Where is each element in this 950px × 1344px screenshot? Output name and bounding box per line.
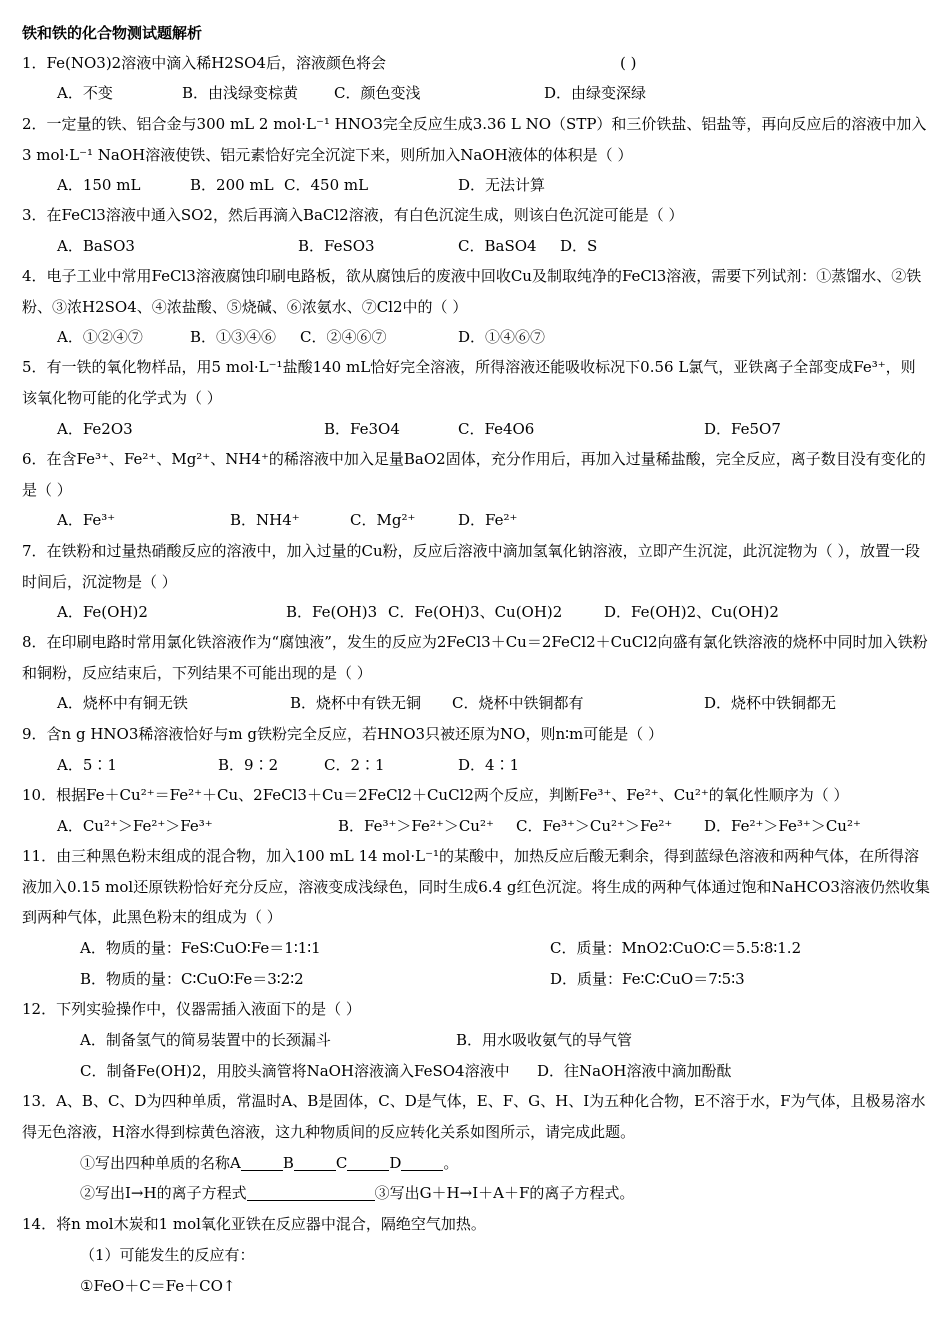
question-8-options [0, 688, 950, 718]
option-b[interactable]: B．200 mL [190, 176, 274, 194]
question-10-options [0, 811, 950, 841]
option-b[interactable]: B．烧杯中有铁无铜 [290, 694, 422, 712]
option-c[interactable]: C．Fe(OH)3、Cu(OH)2 [388, 603, 563, 621]
question-4-stem: 4．电子工业中常用FeCl3溶液腐蚀印刷电路板，欲从腐蚀后的废液中回收Cu及制取纯净的FeCl3溶液，需要下列试剂：①蒸馏水、②铁粉、③浓H2SO4、④浓盐酸、⑤烧碱、⑥浓氨水、⑦Cl2中的（ ） [22, 267, 922, 316]
question-7-stem: 7．在铁粉和过量热硝酸反应的溶液中，加入过量的Cu粉，反应后溶液中滴加氢氧化钠溶液，立即产生沉淀，此沉淀物为（ ），放置一段时间后，沉淀物是（ ） [22, 542, 920, 591]
option-a[interactable]: A．Cu²⁺＞Fe²⁺＞Fe³⁺ [57, 817, 213, 835]
question-1-options [0, 78, 950, 108]
option-b[interactable]: B．Fe³⁺＞Fe²⁺＞Cu²⁺ [338, 817, 494, 835]
option-d[interactable]: D．①④⑥⑦ [458, 328, 546, 346]
option-c[interactable]: C．颜色变浅 [334, 84, 421, 102]
option-a[interactable]: A．150 mL [57, 176, 141, 194]
sub2-prompt: ②写出I→H的离子方程式 [80, 1184, 247, 1202]
answer-blank-equation[interactable] [247, 1185, 375, 1201]
option-c[interactable]: C．制备Fe(OH)2，用胶头滴管将NaOH溶液滴入FeSO4溶液中 [80, 1062, 510, 1080]
label-d: D [389, 1154, 402, 1172]
question-14-sub2: ①FeO＋C＝Fe＋CO↑ [80, 1277, 236, 1295]
option-c[interactable]: C．②④⑥⑦ [300, 328, 387, 346]
option-a[interactable]: A．烧杯中有铜无铁 [57, 694, 188, 712]
option-b[interactable]: B．Fe(OH)3 [286, 603, 378, 621]
answer-blank-d[interactable] [401, 1155, 443, 1171]
option-c[interactable]: C．Mg²⁺ [350, 511, 416, 529]
label-b: B [282, 1154, 294, 1172]
question-14-stem: 14．将n mol木炭和1 mol氧化亚铁在反应器中混合，隔绝空气加热。 [22, 1215, 486, 1233]
sub3-prompt: ③写出G＋H→I＋A＋F的离子方程式。 [374, 1184, 635, 1202]
question-5-options [0, 414, 950, 444]
label-c: C [335, 1154, 348, 1172]
question-1-stem: 1．Fe(NO3)2溶液中滴入稀H2SO4后，溶液颜色将会 [22, 54, 386, 72]
option-a[interactable]: A．Fe(OH)2 [57, 603, 148, 621]
option-a[interactable]: A．BaSO3 [57, 237, 135, 255]
option-a[interactable]: A．①②④⑦ [57, 328, 143, 346]
answer-blank-c[interactable] [347, 1155, 389, 1171]
option-d[interactable]: D．4∶1 [458, 756, 520, 774]
question-10-stem: 10．根据Fe＋Cu²⁺＝Fe²⁺＋Cu、2FeCl3＋Cu＝2FeCl2＋CuCl2两个反应，判断Fe³⁺、Fe²⁺、Cu²⁺的氧化性顺序为（ ） [22, 786, 849, 804]
question-12-options-row2 [0, 1056, 950, 1086]
option-a[interactable]: A．不变 [57, 84, 113, 102]
question-13-sub1 [80, 1148, 458, 1178]
option-d[interactable]: D．Fe(OH)2、Cu(OH)2 [604, 603, 779, 621]
question-11-options-row1 [0, 933, 950, 963]
option-a[interactable]: A．物质的量：FeS∶CuO∶Fe＝1∶1∶1 [80, 939, 321, 957]
option-d[interactable]: D．由绿变深绿 [544, 84, 647, 102]
option-d[interactable]: D．往NaOH溶液中滴加酚酞 [537, 1062, 732, 1080]
question-4-options [0, 322, 950, 352]
question-7-options [0, 597, 950, 627]
answer-blank-a[interactable] [241, 1155, 283, 1171]
answer-blank-b[interactable] [294, 1155, 336, 1171]
page-title: 铁和铁的化合物测试题解析 [22, 24, 203, 42]
option-c[interactable]: C．烧杯中铁铜都有 [452, 694, 584, 712]
question-3-options [0, 231, 950, 261]
option-c[interactable]: C．2∶1 [324, 756, 385, 774]
question-9-stem: 9．含n g HNO3稀溶液恰好与m g铁粉完全反应，若HNO3只被还原为NO，则n∶m可能是（ ） [22, 725, 664, 743]
question-12-options-row1 [0, 1025, 950, 1055]
question-14-sub1: （1）可能发生的反应有： [80, 1246, 255, 1264]
question-13-sub2 [80, 1178, 634, 1208]
option-b[interactable]: B．NH4⁺ [230, 511, 300, 529]
question-1-answer-bracket: ( ) [620, 54, 637, 72]
question-5-stem: 5．有一铁的氧化物样品，用5 mol·L⁻¹盐酸140 mL恰好完全溶液，所得溶液还能吸收标况下0.56 L氯气，亚铁离子全部变成Fe³⁺，则该氧化物可能的化学式为（ ） [22, 358, 916, 407]
question-6-stem: 6．在含Fe³⁺、Fe²⁺、Mg²⁺、NH4⁺的稀溶液中加入足量BaO2固体，充分作用后，再加入过量稀盐酸，完全反应，离子数目没有变化的是（ ） [22, 450, 926, 499]
option-d[interactable]: D．Fe²⁺＞Fe³⁺＞Cu²⁺ [704, 817, 861, 835]
question-6-options [0, 505, 950, 535]
option-d[interactable]: D．烧杯中铁铜都无 [704, 694, 837, 712]
option-d[interactable]: D．S [560, 237, 598, 255]
option-b[interactable]: B．由浅绿变棕黄 [182, 84, 299, 102]
option-c[interactable]: C．Fe4O6 [458, 420, 535, 438]
question-2-options [0, 170, 950, 200]
option-a[interactable]: A．制备氢气的简易装置中的长颈漏斗 [80, 1031, 331, 1049]
question-12-stem: 12．下列实验操作中，仪器需插入液面下的是（ ） [22, 1000, 361, 1018]
option-c[interactable]: C．BaSO4 [458, 237, 537, 255]
option-b[interactable]: B．物质的量：C∶CuO∶Fe＝3∶2∶2 [80, 970, 304, 988]
option-d[interactable]: D．无法计算 [458, 176, 546, 194]
question-3-stem: 3．在FeCl3溶液中通入SO2，然后再滴入BaCl2溶液，有白色沉淀生成，则该白色沉淀可能是（ ） [22, 206, 684, 224]
option-a[interactable]: A．5∶1 [57, 756, 117, 774]
sub1-end: 。 [443, 1154, 459, 1172]
question-9-options [0, 750, 950, 780]
sub1-prompt: ①写出四种单质的名称A [80, 1154, 241, 1172]
option-a[interactable]: A．Fe³⁺ [57, 511, 116, 529]
option-b[interactable]: B．9∶2 [218, 756, 279, 774]
option-d[interactable]: D．质量：Fe∶C∶CuO＝7∶5∶3 [550, 970, 745, 988]
option-b[interactable]: B．Fe3O4 [324, 420, 400, 438]
option-d[interactable]: D．Fe5O7 [704, 420, 781, 438]
option-c[interactable]: C．450 mL [284, 176, 369, 194]
option-b[interactable]: B．①③④⑥ [190, 328, 277, 346]
option-c[interactable]: C．质量：MnO2∶CuO∶C＝5.5∶8∶1.2 [550, 939, 802, 957]
question-11-stem: 11．由三种黑色粉末组成的混合物，加入100 mL 14 mol·L⁻¹的某酸中，加热反应后酸无剩余，得到蓝绿色溶液和两种气体，在所得溶液加入0.15 mol还原铁粉恰好充分反应，溶液变成浅绿色，同时生成6.4 g红色沉淀。将生成的两种气体通过饱和NaHCO3溶液仍然收集到两种气体，此黑色粉末的组成为（ ） [22, 847, 930, 926]
option-b[interactable]: B．FeSO3 [298, 237, 375, 255]
question-11-options-row2 [0, 964, 950, 994]
question-8-stem: 8．在印刷电路时常用氯化铁溶液作为“腐蚀液”，发生的反应为2FeCl3＋Cu＝2FeCl2＋CuCl2向盛有氯化铁溶液的烧杯中同时加入铁粉和铜粉，反应结束后，下列结果不可能出现的是（ ） [22, 633, 928, 682]
question-13-stem: 13．A、B、C、D为四种单质，常温时A、B是固体，C、D是气体，E、F、G、H、I为五种化合物，E不溶于水，F为气体，且极易溶水得无色溶液，H溶水得到棕黄色溶液，这九种物质间的反应转化关系如图所示，请完成此题。 [22, 1092, 926, 1141]
option-b[interactable]: B．用水吸收氨气的导气管 [456, 1031, 633, 1049]
option-d[interactable]: D．Fe²⁺ [458, 511, 518, 529]
option-c[interactable]: C．Fe³⁺＞Cu²⁺＞Fe²⁺ [516, 817, 673, 835]
option-a[interactable]: A．Fe2O3 [57, 420, 133, 438]
question-2-stem: 2．一定量的铁、铝合金与300 mL 2 mol·L⁻¹ HNO3完全反应生成3.36 L NO（STP）和三价铁盐、铝盐等，再向反应后的溶液中加入3 mol·L⁻¹ NaOH溶液使铁、铝元素恰好完全沉淀下来，则所加入NaOH液体的体积是（ ） [22, 115, 927, 164]
